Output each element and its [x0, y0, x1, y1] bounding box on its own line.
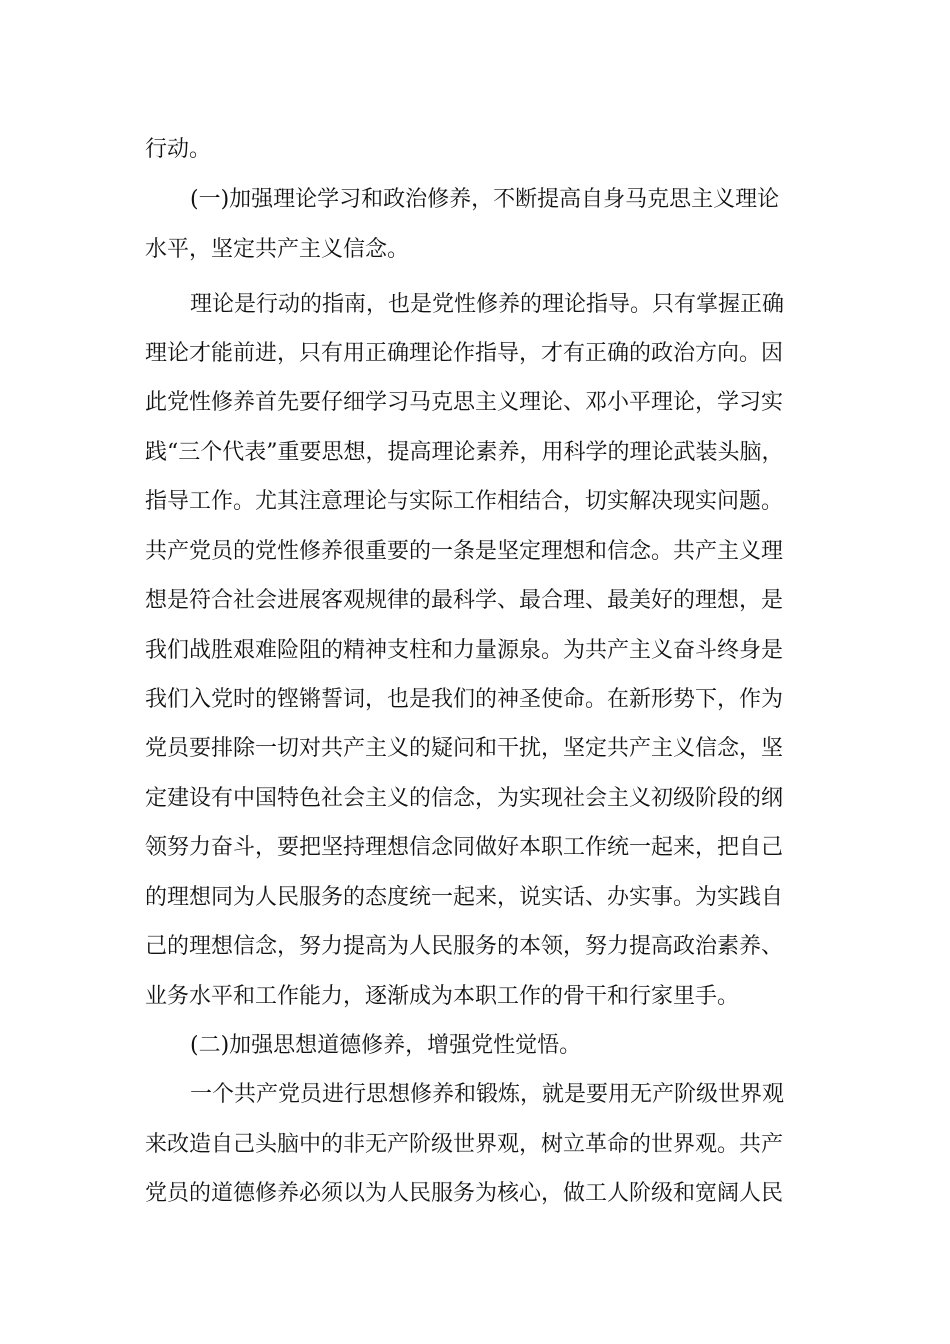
paragraph-line: 共产党员的党性修养很重要的一条是坚定理想和信念。共产主义理 — [145, 539, 784, 564]
paragraph-line: 己的理想信念，努力提高为人民服务的本领，努力提高政治素养、 — [145, 934, 784, 959]
paragraph-line: 我们入党时的铿锵誓词，也是我们的神圣使命。在新形势下，作为 — [145, 687, 784, 712]
text-line: 行动。 — [145, 137, 212, 162]
paragraph-line: 践“三个代表”重要思想，提高理论素养，用科学的理论武装头脑， — [145, 440, 784, 465]
paragraph-line: 党员的道德修养必须以为人民服务为核心，做工人阶级和宽阔人民 — [145, 1181, 784, 1206]
paragraph-line: 党员要排除一切对共产主义的疑问和干扰，坚定共产主义信念，坚 — [145, 736, 784, 761]
section-heading-1: (一)加强理论学习和政治修养，不断提高自身马克思主义理论 — [190, 187, 780, 212]
paragraph-line: 想是符合社会进展客观规律的最科学、最合理、最美好的理想，是 — [145, 588, 784, 613]
paragraph-line: 指导工作。尤其注意理论与实际工作相结合，切实解决现实问题。 — [145, 489, 784, 514]
paragraph-line: 的理想同为人民服务的态度统一起来，说实话、办实事。为实践自 — [145, 885, 784, 910]
paragraph-line: 理论才能前进，只有用正确理论作指导，才有正确的政治方向。因 — [145, 341, 784, 366]
paragraph-line: 来改造自己头脑中的非无产阶级世界观，树立革命的世界观。共产 — [145, 1132, 784, 1157]
paragraph-line: 我们战胜艰难险阻的精神支柱和力量源泉。为共产主义奋斗终身是 — [145, 638, 784, 663]
paragraph-line: 领努力奋斗，要把坚持理想信念同做好本职工作统一起来，把自己 — [145, 835, 784, 860]
paragraph-line: 一个共产党员进行思想修养和锻炼，就是要用无产阶级世界观 — [190, 1082, 785, 1107]
paragraph-line: 业务水平和工作能力，逐渐成为本职工作的骨干和行家里手。 — [145, 984, 740, 1009]
paragraph-line: 此党性修养首先要仔细学习马克思主义理论、邓小平理论，学习实 — [145, 390, 784, 415]
paragraph-line: 理论是行动的指南，也是党性修养的理论指导。只有掌握正确 — [190, 292, 785, 317]
section-heading-1-cont: 水平，坚定共产主义信念。 — [145, 237, 410, 262]
section-heading-2: (二)加强思想道德修养，增强党性觉悟。 — [190, 1033, 582, 1058]
paragraph-line: 定建设有中国特色社会主义的信念，为实现社会主义初级阶段的纲 — [145, 786, 784, 811]
